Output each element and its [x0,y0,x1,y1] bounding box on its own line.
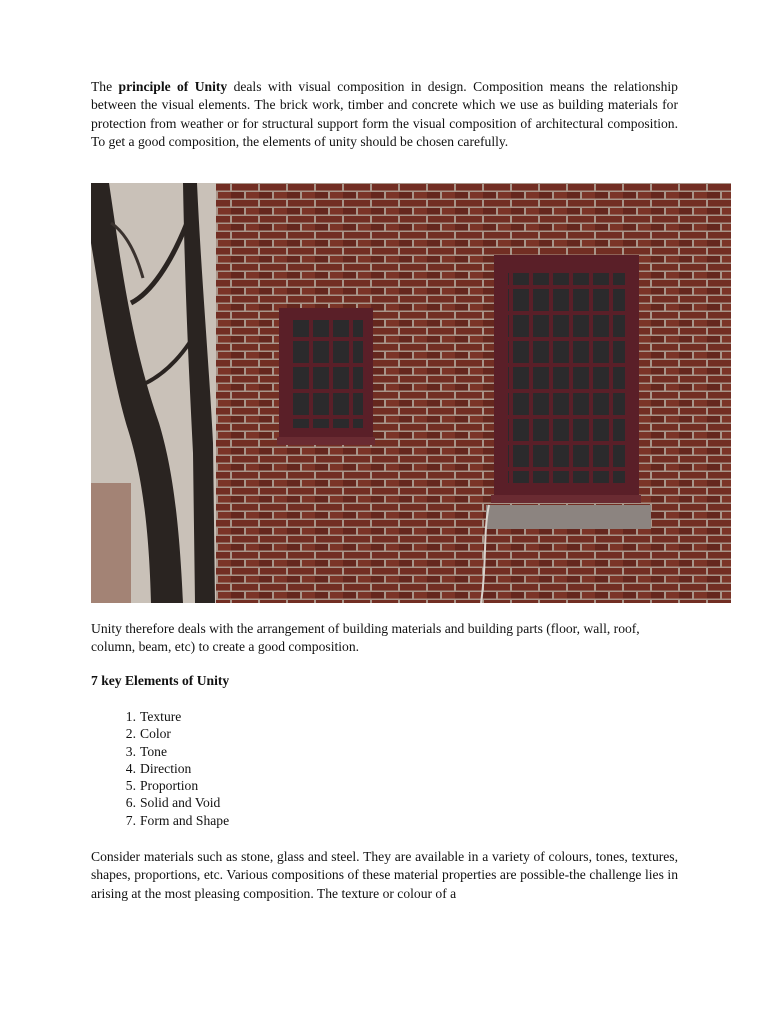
list-number: 2. [125,726,136,742]
list-label: Solid and Void [140,795,221,811]
materials-paragraph: Consider materials such as stone, glass and steel. They are available in a variety of colours, tones, textures, shapes, proportions, etc. Various compositions of these material properties are possible-the challenge lies in arising at the most pleasing composition. The texture or colour of a [91,849,678,901]
intro-lead: The [91,79,119,94]
list-item [91,794,229,811]
elements-list [91,708,229,829]
brick-wall-photo [91,183,731,603]
list-label: Color [140,726,171,742]
list-number: 1. [125,709,136,724]
list-label: Tone [140,743,167,759]
list-label: Form and Shape [140,812,230,828]
list-label: Direction [140,760,192,776]
list-number: 3. [125,743,136,759]
list-number: 7. [125,812,136,828]
list-item [91,743,229,760]
intro-rest: deals with visual composition in design. Composition means the relationship between the visual elements. The brick work, timber and concrete which we use as building materials for protection from weather or for structural support form the visual composition of architectural composition. To get a good composition, the elements of unity should be chosen carefully. [91,79,678,149]
list-number: 6. [125,795,136,811]
intro-bold-term: principle of Unity [118,79,228,94]
elements-heading: 7 key Elements of Unity [91,673,230,688]
list-number: 5. [125,778,136,794]
list-item [91,708,229,725]
list-label: Texture [140,709,182,724]
list-item [91,777,229,794]
intro-paragraph [91,78,678,151]
list-label: Proportion [140,778,199,794]
list-number: 4. [125,760,136,776]
list-item [91,760,229,777]
unity-arrangement-paragraph: Unity therefore deals with the arrangement of building materials and building parts (floor, wall, roof, column, beam, etc) to create a good composition. [91,621,640,655]
list-item [91,725,229,742]
list-item [91,812,229,829]
